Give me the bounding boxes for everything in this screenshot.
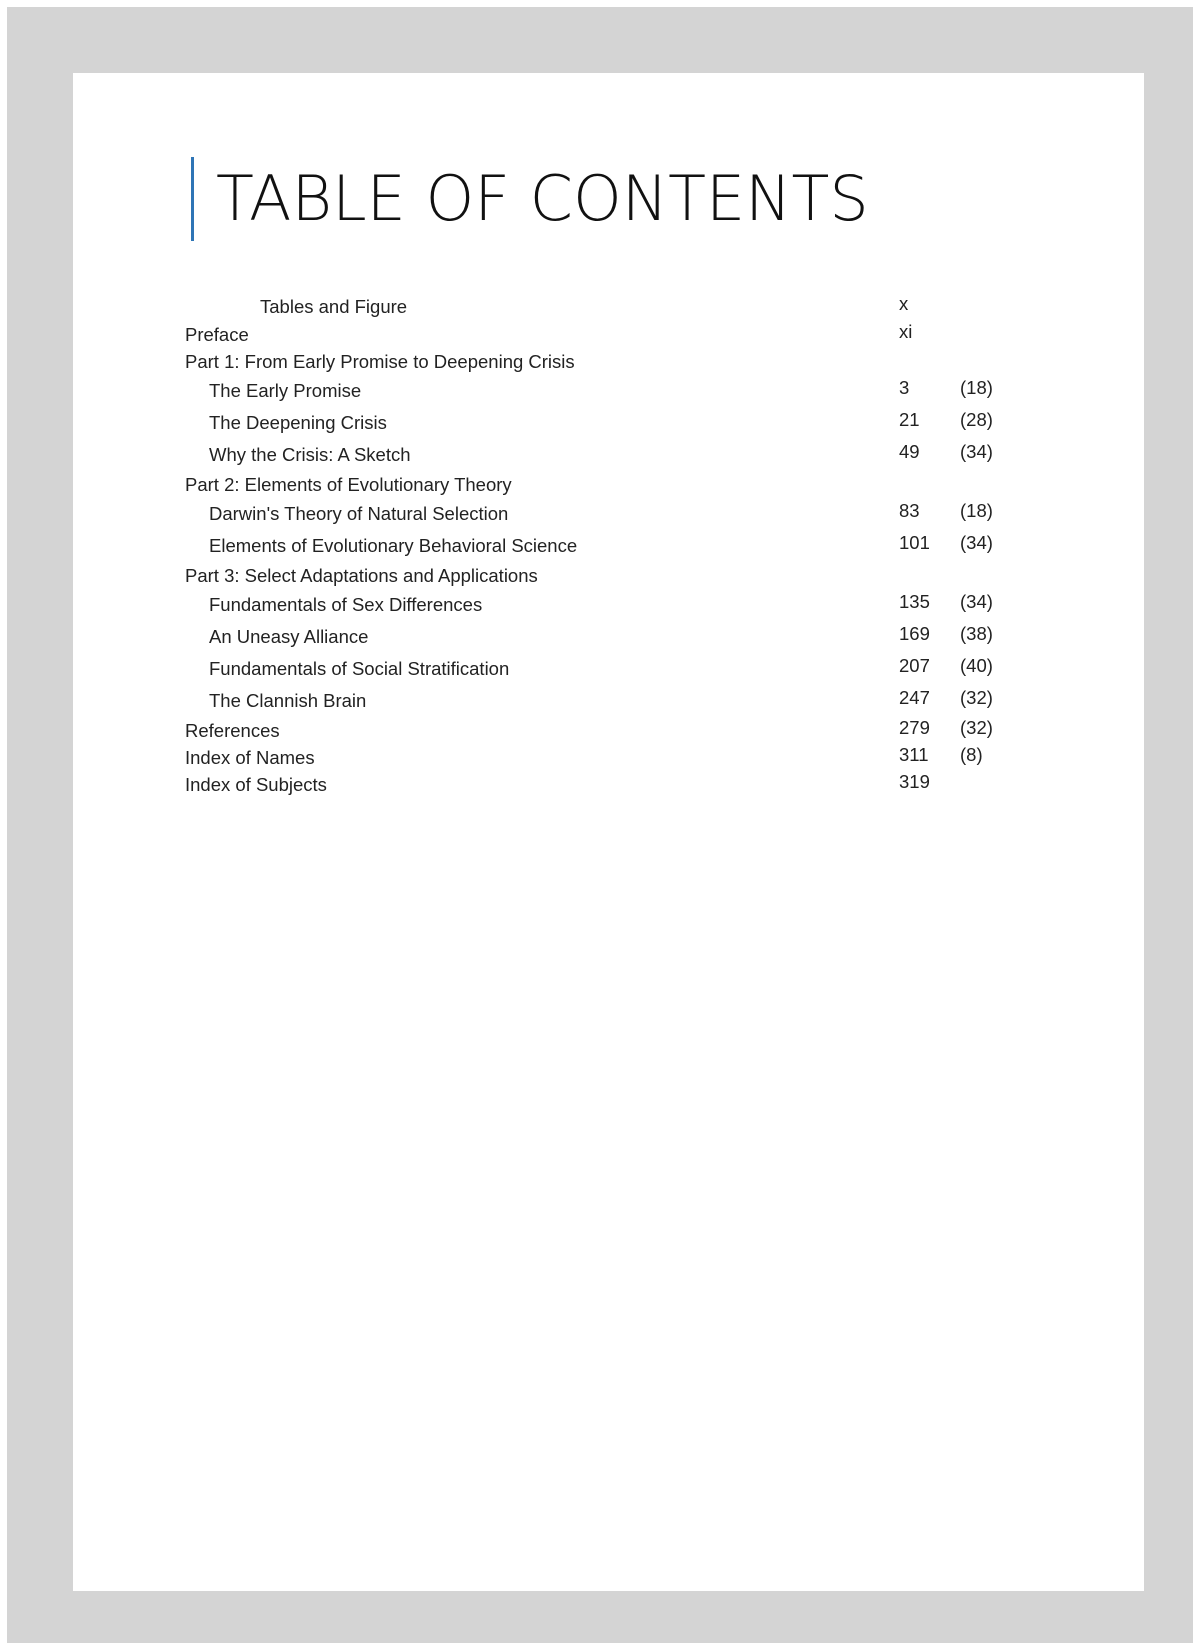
toc-entry-label: Elements of Evolutionary Behavioral Science [209, 535, 578, 556]
toc-entry[interactable] [73, 500, 1144, 528]
toc-entry-count: (32) [960, 687, 993, 708]
toc-entry[interactable] [73, 532, 1144, 560]
toc-entry-label: Tables and Figure [260, 296, 408, 317]
toc-entry[interactable] [73, 321, 1144, 349]
toc-entry-label: Darwin's Theory of Natural Selection [209, 503, 509, 524]
page-frame [7, 7, 1193, 1643]
toc-entry[interactable] [73, 348, 1144, 376]
toc-entry-page: 169 [899, 623, 930, 644]
toc-entry-label: Part 3: Select Adaptations and Applications [185, 565, 538, 586]
toc-entry-page: 3 [899, 377, 910, 398]
toc-entry-page: 101 [899, 532, 930, 553]
toc-entry-label: Preface [185, 324, 249, 345]
toc-entry-page: 49 [899, 441, 920, 462]
toc-entry[interactable] [73, 377, 1144, 405]
toc-entry[interactable] [73, 409, 1144, 437]
toc-entry-label: An Uneasy Alliance [209, 626, 369, 647]
title-block [191, 157, 869, 241]
toc-entry-label: The Early Promise [209, 380, 362, 401]
toc-entry-page: 207 [899, 655, 930, 676]
toc-entry-page: 135 [899, 591, 930, 612]
toc-entry[interactable] [73, 591, 1144, 619]
toc-entry-count: (18) [960, 377, 993, 398]
toc-entry-label: The Deepening Crisis [209, 412, 387, 433]
toc-entry-page: xi [899, 321, 913, 342]
toc-entry-page: 319 [899, 771, 930, 792]
toc-entry-label: Index of Subjects [185, 774, 327, 795]
toc-entry-count: (38) [960, 623, 993, 644]
page-title: TABLE OF CONTENTS [216, 162, 869, 235]
toc-entry[interactable] [73, 293, 1144, 321]
toc-entry-page: 83 [899, 500, 920, 521]
toc-entry-label: Part 1: From Early Promise to Deepening Crisis [185, 351, 575, 372]
document-page [73, 73, 1144, 1591]
toc-entry[interactable] [73, 717, 1144, 745]
toc-entry-label: Index of Names [185, 747, 315, 768]
toc-entry-count: (32) [960, 717, 993, 738]
title-accent-bar [191, 157, 194, 241]
toc-entry[interactable] [73, 623, 1144, 651]
toc-entry-page: 279 [899, 717, 930, 738]
toc-entry-label: Fundamentals of Social Stratification [209, 658, 510, 679]
toc-entry-count: (28) [960, 409, 993, 430]
toc-entry[interactable] [73, 441, 1144, 469]
toc-entry-count: (34) [960, 591, 993, 612]
toc-entry-page: 311 [899, 744, 929, 765]
toc-entry[interactable] [73, 471, 1144, 499]
toc-entry[interactable] [73, 655, 1144, 683]
toc-entry[interactable] [73, 562, 1144, 590]
toc-entry-count: (40) [960, 655, 993, 676]
toc-entry-count: (8) [960, 744, 983, 765]
toc-entry-label: References [185, 720, 280, 741]
toc-entry-page: 247 [899, 687, 930, 708]
toc-entry-label: The Clannish Brain [209, 690, 367, 711]
toc-entry[interactable] [73, 771, 1144, 799]
toc-entry-label: Why the Crisis: A Sketch [209, 444, 411, 465]
toc-entry-page: 21 [899, 409, 920, 430]
toc-entry-label: Fundamentals of Sex Differences [209, 594, 483, 615]
toc-entry-count: (18) [960, 500, 993, 521]
toc-entry-count: (34) [960, 441, 993, 462]
toc-entry[interactable] [73, 744, 1144, 772]
toc-entry-label: Part 2: Elements of Evolutionary Theory [185, 474, 512, 495]
toc-entry[interactable] [73, 687, 1144, 715]
toc-entry-count: (34) [960, 532, 993, 553]
toc-entry-page: x [899, 293, 909, 314]
